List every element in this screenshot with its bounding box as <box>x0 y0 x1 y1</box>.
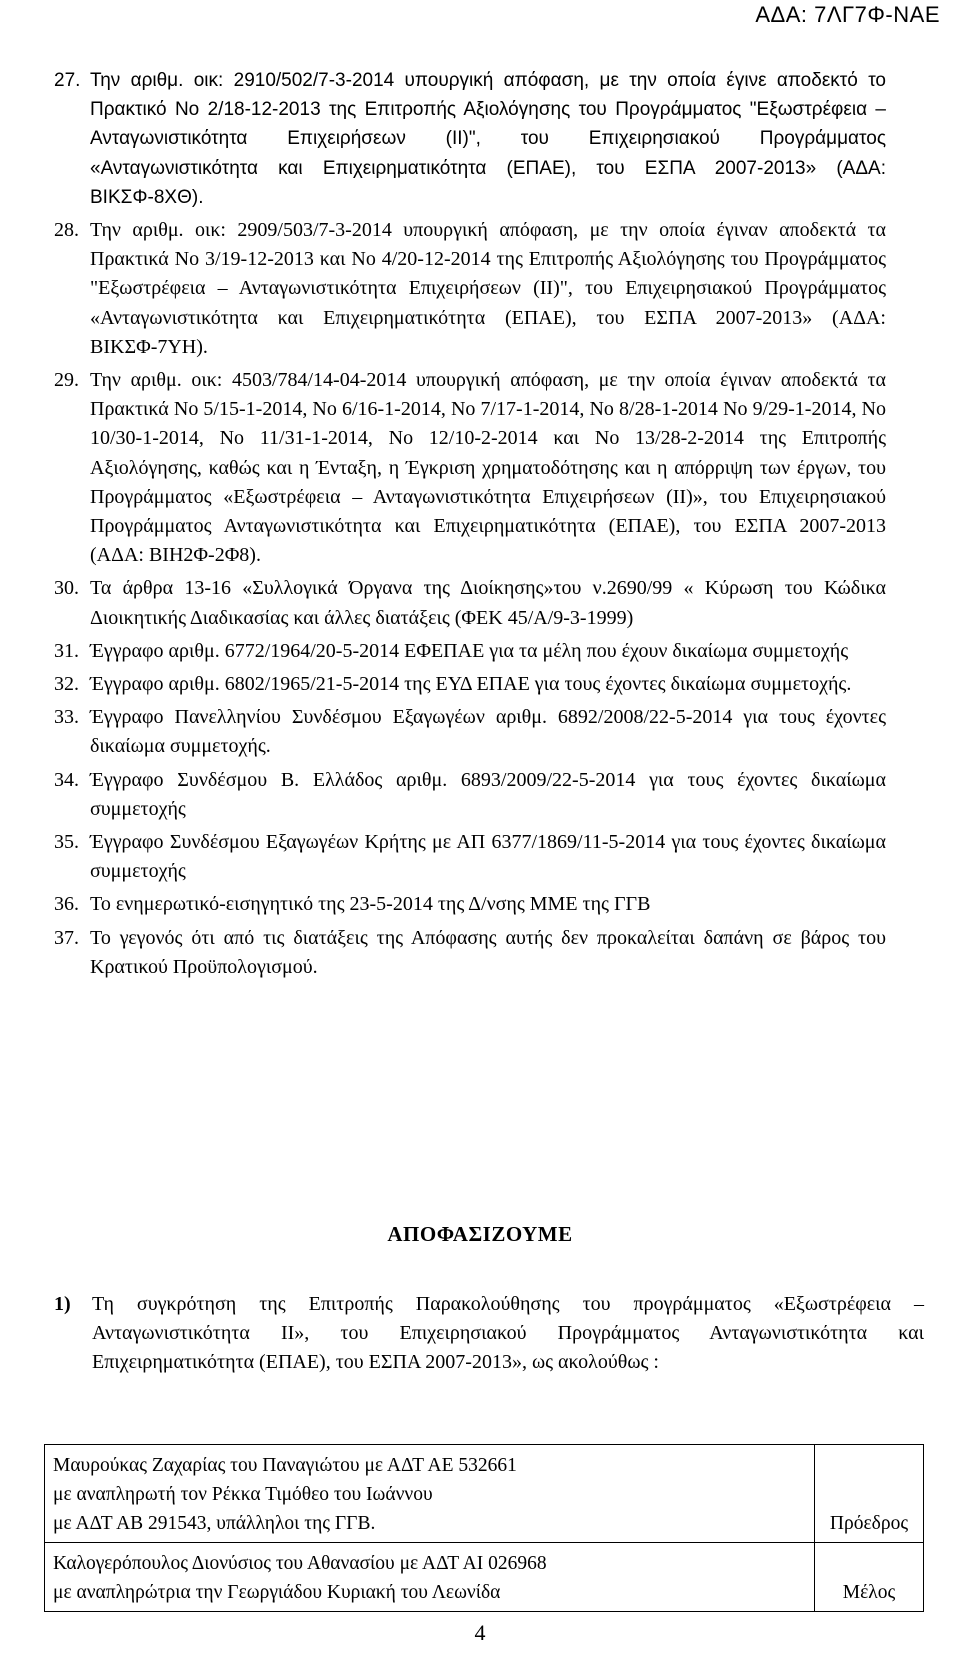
item-text: Την αριθμ. οικ: 2909/503/7-3-2014 υπουργική απόφαση, με την οποία έγιναν αποδεκτά τα Πρακτικά Νο 3/19-12-2013 και Νο 4/20-12-2014 της Επιτροπής Αξιολόγησης του Προγράμματος "Εξωστρέφεια – Ανταγωνιστικότητα Επιχειρήσεων (ΙΙ)", του Επιχειρησιακού Προγράμματος «Ανταγωνιστικότητα και Επιχειρηματικότητα (ΕΠΑΕ), του ΕΣΠΑ 2007-2013» (ΑΔΑ: ΒΙΚΣΦ-7ΥΗ). <box>90 219 886 358</box>
list-item <box>54 637 886 666</box>
item-number: 34. <box>54 768 79 791</box>
role-cell: Πρόεδρος <box>815 1445 924 1543</box>
decision-text: Τη συγκρότηση της Επιτροπής Παρακολούθησης του προγράμματος «Εξωστρέφεια –Ανταγωνιστικότητα ΙΙ», του Επιχειρησιακού Προγράμματος Ανταγωνιστικότητα και Επιχειρηματικότητα (ΕΠΑΕ), του ΕΣΠΑ 2007-2013», ως ακολούθως : <box>92 1293 924 1374</box>
list-item <box>54 703 886 761</box>
item-number: 37. <box>54 926 79 949</box>
member-cell <box>45 1445 815 1543</box>
item-text: Τα άρθρα 13-16 «Συλλογικά Όργανα της Διοίκησης»του ν.2690/99 « Κύρωση του Κώδικα Διοικητικής Διαδικασίας και άλλες διατάξεις (ΦΕΚ 45/Α/9-3-1999) <box>90 577 886 629</box>
member-line: με αναπληρώτρια την Γεωργιάδου Κυριακή του Λεωνίδα <box>53 1582 501 1603</box>
list-item <box>54 890 886 919</box>
list-item <box>54 766 886 824</box>
member-cell <box>45 1543 815 1612</box>
item-text: Έγγραφο Πανελληνίου Συνδέσμου Εξαγωγέων αριθμ. 6892/2008/22-5-2014 για τους έχοντες δικαίωμα συμμετοχής. <box>90 706 886 758</box>
page-number: 4 <box>474 1620 486 1645</box>
list-item <box>54 670 886 699</box>
list-item <box>54 366 886 570</box>
decision-heading: ΑΠΟΦΑΣΙΖΟΥΜΕ <box>387 1222 573 1246</box>
item-text: Το γεγονός ότι από τις διατάξεις της Απόφασης αυτής δεν προκαλείται δαπάνη σε βάρος του Κρατικού Προϋπολογισμού. <box>90 926 886 978</box>
member-line: με αναπληρωτή τον Ρέκκα Τιμόθεο του Ιωάννου <box>53 1484 433 1505</box>
item-text: Έγγραφο αριθμ. 6772/1964/20-5-2014 ΕΦΕΠΑΕ για τα μέλη που έχουν δικαίωμα συμμετοχής <box>90 639 849 662</box>
item-text: Έγγραφο Συνδέσμου Β. Ελλάδος αριθμ. 6893/2009/22-5-2014 για τους έχοντες δικαίωμα συμμετοχής <box>90 768 886 820</box>
item-number: 28. <box>54 219 79 242</box>
list-item <box>54 828 886 886</box>
item-number: 27. <box>54 70 81 91</box>
item-number: 30. <box>54 577 79 600</box>
item-number: 36. <box>54 893 79 916</box>
item-text: Την αριθμ. οικ: 2910/502/7-3-2014 υπουργική απόφαση, με την οποία έγινε αποδεκτό το Πρακτικό Νο 2/18-12-2013 της Επιτροπής Αξιολόγησης του Προγράμματος "Εξωστρέφεια – Ανταγωνιστικότητα Επιχειρήσεων (ΙΙ)", του Επιχειρησιακού Προγράμματος «Ανταγωνιστικότητα και Επιχειρηματικότητα (ΕΠΑΕ), του ΕΣΠΑ 2007-2013» (ΑΔΑ: ΒΙΚΣΦ-8ΧΘ). <box>90 70 886 208</box>
item-number: 33. <box>54 706 79 729</box>
item-text: Το ενημερωτικό-εισηγητικό της 23-5-2014 της Δ/νσης ΜΜΕ της ΓΓΒ <box>90 893 651 916</box>
list-item <box>54 66 886 212</box>
decision-number: 1) <box>54 1293 71 1315</box>
item-number: 35. <box>54 831 79 854</box>
committee-table <box>44 1444 924 1612</box>
item-text: Έγγραφο Συνδέσμου Εξαγωγέων Κρήτης με ΑΠ 6377/1869/11-5-2014 για τους έχοντες δικαίωμα συμμετοχής <box>90 831 886 883</box>
item-number: 32. <box>54 673 79 696</box>
list-item <box>54 574 886 632</box>
role-cell: Μέλος <box>815 1543 924 1612</box>
item-text: Έγγραφο αριθμ. 6802/1965/21-5-2014 της ΕΥΔ ΕΠΑΕ για τους έχοντες δικαίωμα συμμετοχής. <box>90 673 852 696</box>
ada-code: ΑΔΑ: 7ΛΓ7Φ-ΝΑΕ <box>755 2 940 27</box>
item-number: 31. <box>54 639 79 662</box>
table-row <box>45 1543 924 1612</box>
considerations-list <box>54 66 886 986</box>
item-text: Την αριθμ. οικ: 4503/784/14-04-2014 υπουργική απόφαση, με την οποία έγιναν αποδεκτά τα Πρακτικά Νο 5/15-1-2014, Νο 6/16-1-2014, Νο 7/17-1-2014, Νο 8/28-1-2014 Νο 9/29-1-2014, Νο 10/30-1-2014, Νο 11/31-1-2014, Νο 12/10-2-2014 και Νο 13/28-2-2014 της Επιτροπής Αξιολόγησης, καθώς και η Ένταξη, η Έγκριση χρηματοδότησης και η απόρριψη των έργων, του Προγράμματος «Εξωστρέφεια – Ανταγωνιστικότητα Επιχειρήσεων (ΙΙ)», του Επιχειρησιακού Προγράμματος Ανταγωνιστικότητα και Επιχειρηματικότητα (ΕΠΑΕ), του ΕΣΠΑ 2007-2013 (ΑΔΑ: ΒΙΗ2Φ-2Φ8). <box>90 369 886 567</box>
table-row <box>45 1445 924 1543</box>
member-line: με ΑΔΤ ΑΒ 291543, υπάλληλοι της ΓΓΒ. <box>53 1513 376 1534</box>
decision-item <box>54 1290 924 1378</box>
list-item <box>54 216 886 362</box>
item-number: 29. <box>54 369 79 392</box>
member-line: Καλογερόπουλος Διονύσιος του Αθανασίου με ΑΔΤ ΑΙ 026968 <box>53 1553 547 1574</box>
member-line: Μαυρούκας Ζαχαρίας του Παναγιώτου με ΑΔΤ ΑΕ 532661 <box>53 1455 517 1476</box>
list-item <box>54 924 886 982</box>
